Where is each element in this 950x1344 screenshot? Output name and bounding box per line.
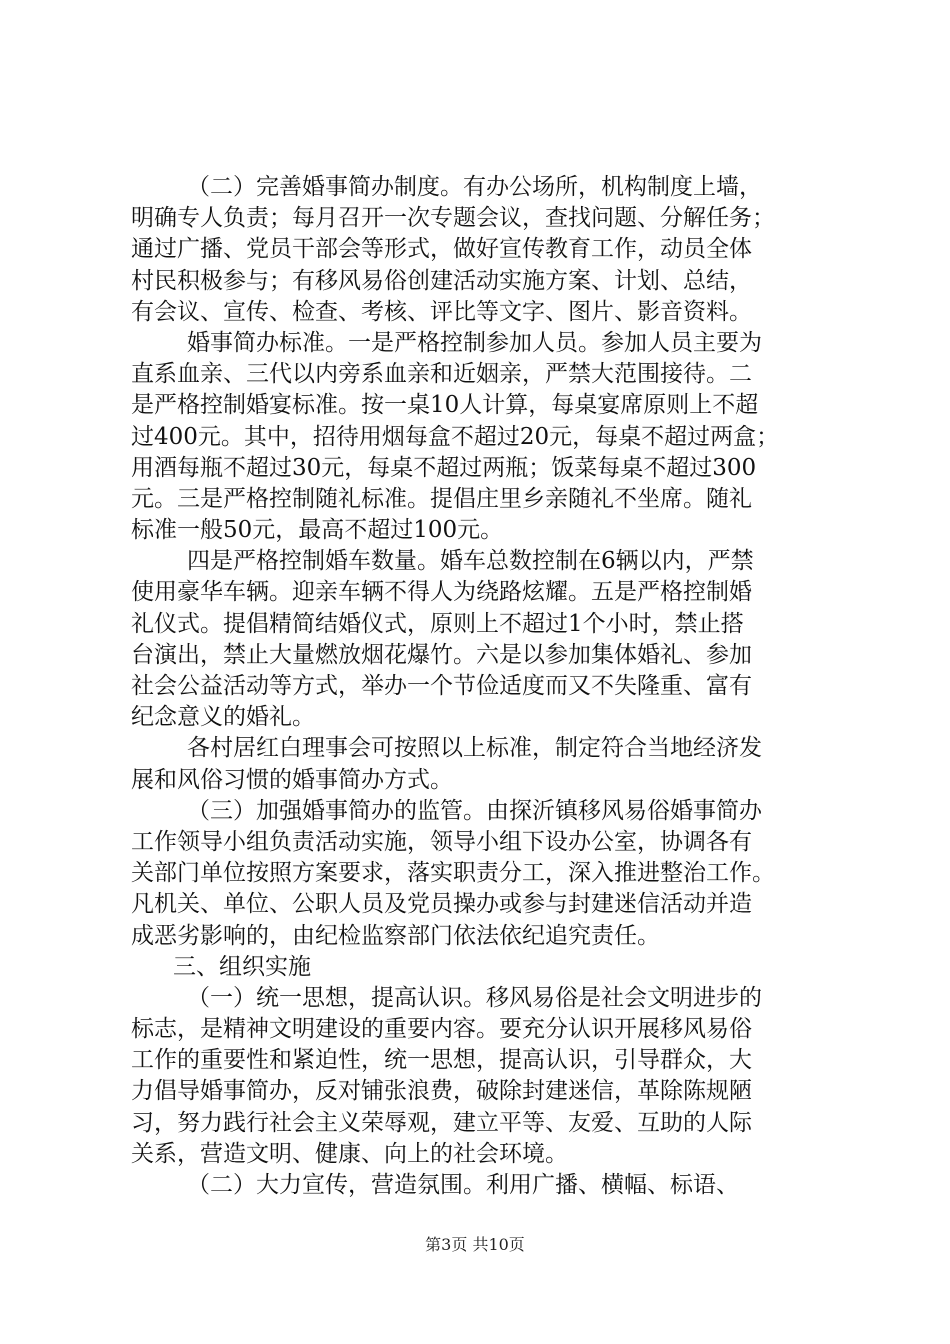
paragraph-line: 通过广播、党员干部会等形式，做好宣传教育工作，动员全体 (131, 236, 752, 263)
paragraph-line: 成恶劣影响的，由纪检监察部门依法依纪追究责任。 (131, 922, 660, 949)
paragraph-line: 标志，是精神文明建设的重要内容。要充分认识开展移风易俗 (131, 1016, 752, 1043)
paragraph-line: 是严格控制婚宴标准。按一桌10人计算，每桌宴席原则上不超 (131, 392, 759, 419)
paragraph-line: 凡机关、单位、公职人员及党员操办或参与封建迷信活动并造 (131, 891, 752, 918)
paragraph-line: 四是严格控制婚车数量。婚车总数控制在6辆以内，严禁 (187, 548, 754, 575)
paragraph-line: 台演出，禁止大量燃放烟花爆竹。六是以参加集体婚礼、参加 (131, 641, 752, 668)
paragraph-line: 关部门单位按照方案要求，落实职责分工，深入推进整治工作。 (131, 860, 775, 887)
paragraph-line: 有会议、宣传、检查、考核、评比等文字、图片、影音资料。 (131, 298, 752, 325)
paragraph-line: 婚事简办标准。一是严格控制参加人员。参加人员主要为 (187, 329, 762, 356)
paragraph-line: 社会公益活动等方式，举办一个节俭适度而又不失隆重、富有 (131, 673, 752, 699)
paragraph-line: （一）统一思想，提高认识。移风易俗是社会文明进步的 (187, 984, 762, 1011)
paragraph-line: 各村居红白理事会可按照以上标准，制定符合当地经济发 (187, 735, 762, 762)
page-number-footer: 第3页 共10页 (425, 1235, 525, 1254)
paragraph-line: 过400元。其中，招待用烟每盒不超过20元，每桌不超过两盒； (131, 423, 780, 450)
paragraph-line: 直系血亲、三代以内旁系血亲和近姻亲，严禁大范围接待。二 (131, 361, 752, 388)
paragraph-line: 村民积极参与；有移风易俗创建活动实施方案、计划、总结， (131, 267, 752, 294)
paragraph-line: 明确专人负责；每月召开一次专题会议，查找问题、分解任务； (131, 205, 775, 232)
paragraph-line: 纪念意义的婚礼。 (131, 704, 315, 731)
paragraph-line: 工作领导小组负责活动实施，领导小组下设办公室，协调各有 (131, 828, 752, 855)
paragraph-line: 礼仪式。提倡精简结婚仪式，原则上不超过1个小时，禁止搭 (131, 610, 744, 637)
section-heading: 三、组织实施 (173, 953, 311, 980)
paragraph-line: （二）完善婚事简办制度。有办公场所，机构制度上墙， (187, 174, 762, 200)
document-body (131, 172, 835, 1201)
paragraph-line: 工作的重要性和紧迫性，统一思想，提高认识，引导群众，大 (131, 1047, 752, 1074)
paragraph-line: 习，努力践行社会主义荣辱观，建立平等、友爱、互助的人际 (131, 1109, 752, 1136)
paragraph-line: 关系，营造文明、健康、向上的社会环境。 (131, 1140, 568, 1167)
paragraph-line: （二）大力宣传，营造氛围。利用广播、横幅、标语、 (187, 1172, 739, 1198)
paragraph-line: 用酒每瓶不超过30元，每桌不超过两瓶；饭菜每桌不超过300 (131, 454, 757, 481)
paragraph-line: 力倡导婚事简办，反对铺张浪费，破除封建迷信，革除陈规陋 (131, 1078, 752, 1105)
paragraph-line: 标准一般50元，最高不超过100元。 (131, 517, 504, 544)
paragraph-line: 展和风俗习惯的婚事简办方式。 (131, 766, 453, 793)
paragraph-line: 元。三是严格控制随礼标准。提倡庄里乡亲随礼不坐席。随礼 (131, 485, 752, 512)
paragraph-line: 使用豪华车辆。迎亲车辆不得人为绕路炫耀。五是严格控制婚 (131, 579, 752, 606)
paragraph-line: （三）加强婚事简办的监管。由探沂镇移风易俗婚事简办 (187, 797, 762, 824)
